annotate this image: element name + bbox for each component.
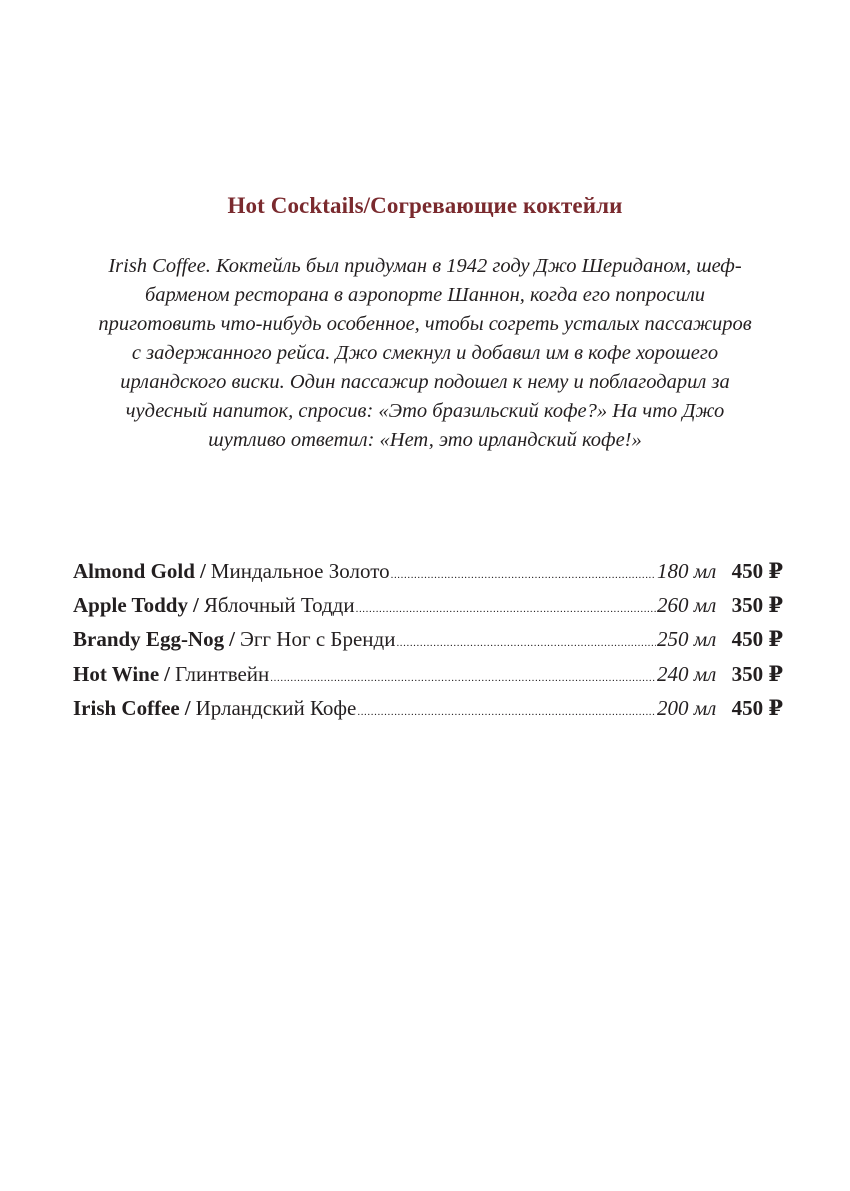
item-price: 450 ₽	[731, 695, 783, 720]
item-price: 450 ₽	[731, 559, 783, 583]
item-volume: 260 мл	[657, 593, 717, 618]
dot-leader	[270, 673, 656, 684]
item-name-ru: Ирландский Кофе	[195, 695, 357, 720]
item-name: Irish Coffee	[73, 695, 180, 720]
item-name: Hot Wine	[73, 661, 160, 686]
menu-item	[73, 661, 783, 695]
menu-list	[73, 558, 783, 729]
item-price: 350 ₽	[731, 593, 783, 618]
item-volume: 200 мл	[657, 695, 717, 720]
menu-item	[73, 695, 783, 729]
item-price: 350 ₽	[731, 661, 783, 686]
menu-item	[73, 626, 783, 660]
dot-leader	[396, 638, 656, 649]
item-name-ru: Яблочный Тодди	[203, 593, 355, 618]
section-title: Hot Cocktails/Согревающие коктейли	[227, 193, 623, 218]
item-name: Brandy Egg-Nog	[73, 627, 225, 652]
item-separator: /	[199, 559, 206, 583]
menu-item	[73, 592, 783, 626]
item-volume: 250 мл	[657, 627, 717, 652]
item-volume: 180 мл	[657, 559, 717, 583]
dot-leader	[356, 604, 656, 615]
item-volume: 240 мл	[657, 661, 717, 686]
item-separator: /	[193, 593, 199, 618]
item-name-ru: Эгг Ног с Бренди	[239, 627, 396, 652]
item-name: Almond Gold	[73, 559, 195, 583]
item-name-ru: Миндальное Золото	[210, 559, 390, 583]
dot-leader	[391, 570, 656, 581]
item-name-ru: Глинтвейн	[175, 661, 270, 686]
item-name: Apple Toddy	[73, 593, 188, 618]
item-price: 450 ₽	[731, 627, 783, 652]
item-separator: /	[184, 695, 191, 720]
item-separator: /	[229, 627, 235, 652]
menu-item	[73, 558, 783, 592]
item-separator: /	[164, 661, 170, 686]
cocktail-description: Irish Coffee. Коктейль был придуман в 1942 году Джо Шериданом, шеф-барменом ресторана в аэропорте Шаннон, когда его попросили приготовить что-нибудь особенное, чтобы согреть усталых пассажиров с задержанного рейса. Джо смекнул и добавил им в кофе хорошего ирландского виски. Один пассажир подошел к нему и поблагодарил за чудесный напиток, спросив: «Это бразильский кофе?» На что Джо шутливо ответил: «Нет, это ирландский кофе!»	[98, 255, 752, 451]
dot-leader	[357, 707, 656, 718]
